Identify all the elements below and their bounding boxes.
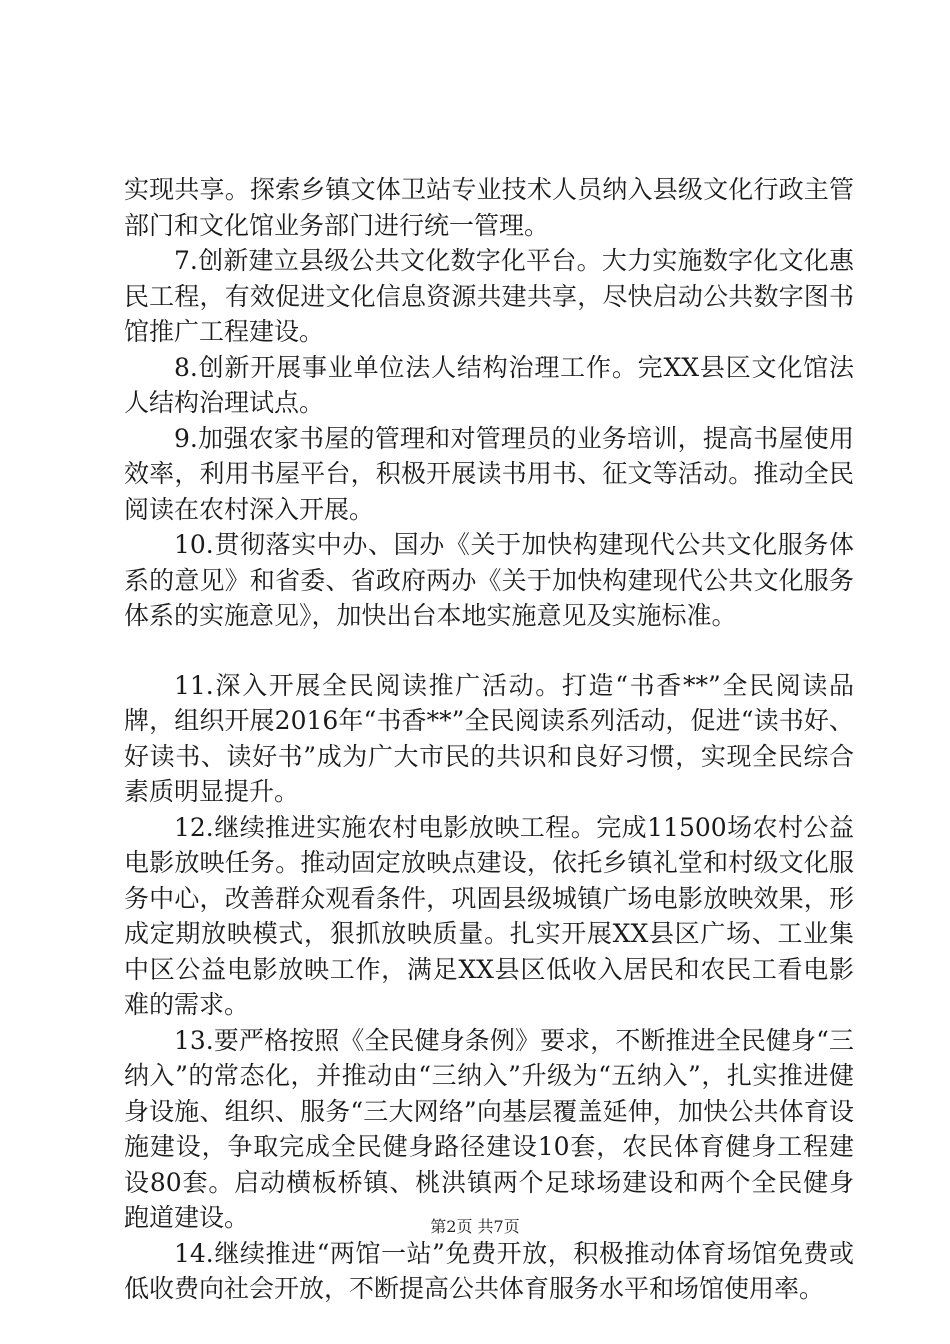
paragraph-item-12: 12.继续推进实施农村电影放映工程。完成11500场农村公益电影放映任务。推动固定放映点建设，依托乡镇礼堂和村级文化服务中心，改善群众观看条件，巩固县级城镇广场电影放映效果，形成定期放映模式，狠抓放映质量。扎实开展XX县区广场、工业集中区公益电影放映工作，满足XX县区低收入居民和农民工看电影难的需求。 — [124, 812, 854, 1019]
paragraph-item-8: 8.创新开展事业单位法人结构治理工作。完XX县区文化馆法人结构治理试点。 — [124, 352, 854, 417]
document-body — [124, 172, 854, 1307]
paragraph-item-13: 13.要严格按照《全民健身条例》要求，不断推进全民健身“三纳入”的常态化，并推动由“三纳入”升级为“五纳入”，扎实推进健身设施、组织、服务“三大网络”向基层覆盖延伸，加快公共体育设施建设，争取完成全民健身路径建设10套，农民体育健身工程建设80套。启动横板桥镇、桃洪镇两个足球场建设和两个全民健身跑道建设。 — [124, 1025, 854, 1232]
page-footer: 第2页 共7页 — [430, 1217, 520, 1236]
paragraph-item-7: 7.创新建立县级公共文化数字化平台。大力实施数字化文化惠民工程，有效促进文化信息资源共建共享，尽快启动公共数字图书馆推广工程建设。 — [124, 246, 854, 346]
paragraph-item-9: 9.加强农家书屋的管理和对管理员的业务培训，提高书屋使用效率，利用书屋平台，积极开展读书用书、征文等活动。推动全民阅读在农村深入开展。 — [124, 423, 854, 524]
paragraph-item-14: 14.继续推进“两馆一站”免费开放，积极推动体育场馆免费或低收费向社会开放，不断提高公共体育服务水平和场馆使用率。 — [124, 1238, 854, 1303]
paragraph-continuation: 实现共享。探索乡镇文体卫站专业技术人员纳入县级文化行政主管部门和文化馆业务部门进行统一管理。 — [124, 175, 854, 240]
paragraph-item-11: 11.深入开展全民阅读推广活动。打造“书香**”全民阅读品牌，组织开展2016年“书香**”全民阅读系列活动，促进“读书好、好读书、读好书”成为广大市民的共识和良好习惯，实现全民综合素质明显提升。 — [124, 670, 854, 806]
paragraph-item-10: 10.贯彻落实中办、国办《关于加快构建现代公共文化服务体系的意见》和省委、省政府两办《关于加快构建现代公共文化服务体系的实施意见》，加快出台本地实施意见及实施标准。 — [124, 530, 854, 630]
paragraph-gap — [124, 634, 854, 668]
